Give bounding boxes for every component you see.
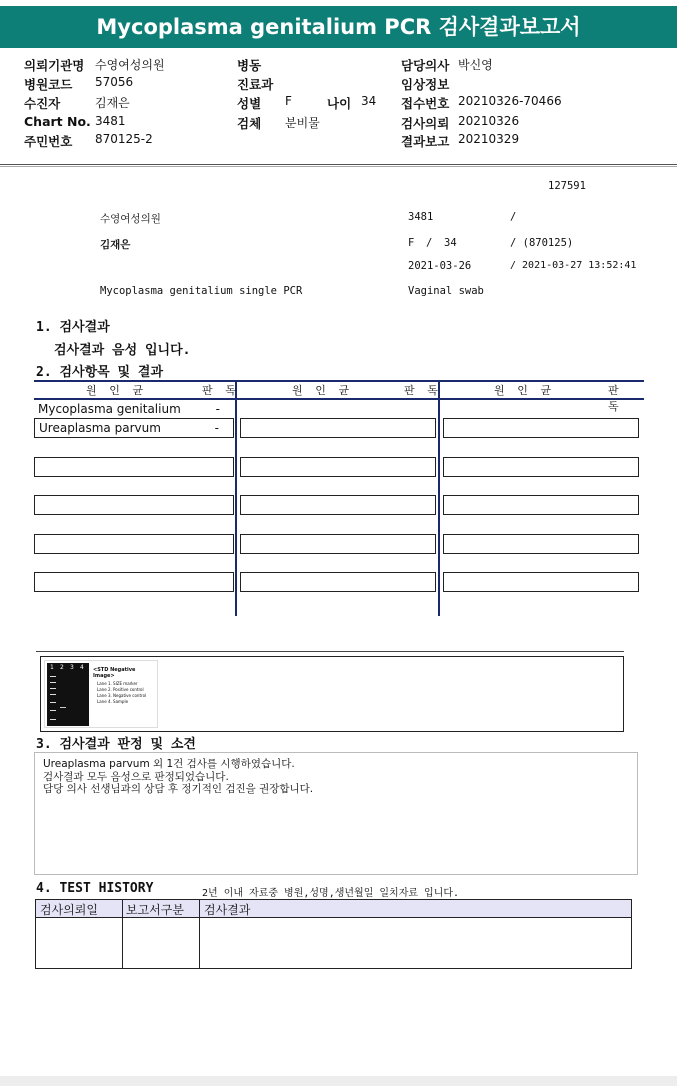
request-value: 20210326 xyxy=(458,114,520,128)
doctor-label: 담당의사 xyxy=(401,58,450,73)
section-1-title: 1. 검사결과 xyxy=(36,320,110,335)
lane-number: 4 xyxy=(80,664,84,671)
result-cell-empty xyxy=(34,457,234,477)
lane-number: 3 xyxy=(70,664,74,671)
receipt-label: 접수번호 xyxy=(401,96,450,111)
lane-number: 2 xyxy=(60,664,64,671)
report-label: 결과보고 xyxy=(401,134,450,149)
opinion-line: Ureaplasma parvum 외 1건 검사를 시행하였습니다. xyxy=(43,758,295,770)
info-date-received: 2021-03-26 xyxy=(408,260,472,272)
section-4-title: 4. TEST HISTORY xyxy=(36,881,154,896)
section-1-result: 검사결과 음성 입니다. xyxy=(54,343,191,358)
age-value: 34 xyxy=(361,94,377,108)
institution-value: 수영여성의원 xyxy=(95,58,165,72)
result-cell xyxy=(34,418,234,438)
opinion-line: 담당 의사 선생님과의 상담 후 정기적인 검진을 권장합니다. xyxy=(43,783,314,795)
col-header-judge: 판 독 xyxy=(202,384,239,397)
chart-value: 3481 xyxy=(95,114,126,128)
result-cell-empty xyxy=(34,534,234,554)
col-header-judge: 판 독 xyxy=(404,384,441,397)
header-info xyxy=(0,56,677,166)
result-cell-empty xyxy=(240,572,436,592)
clinical-label: 임상정보 xyxy=(401,77,450,92)
hospital-code-value: 57056 xyxy=(95,75,134,89)
section-4-note: 2년 이내 자료중 병원,성명,생년월일 일치자료 입니다. xyxy=(202,888,460,899)
opinion-box xyxy=(34,752,638,875)
section-3-title: 3. 검사결과 판정 및 소견 xyxy=(36,737,196,752)
sex-value: F xyxy=(285,94,292,108)
header-divider-2 xyxy=(0,166,677,167)
specimen-value: 분비물 xyxy=(285,116,320,130)
result-cell xyxy=(34,400,234,420)
table-col-divider xyxy=(235,380,237,616)
col-header-judge: 판 독 xyxy=(608,384,622,413)
section-2-title: 2. 검사항목 및 결과 xyxy=(36,365,164,380)
history-header-result: 검사결과 xyxy=(204,903,251,917)
report-value: 20210329 xyxy=(458,132,520,146)
idnum-label: 주민번호 xyxy=(24,134,73,149)
info-institution: 수영여성의원 xyxy=(100,213,161,225)
info-sex: F xyxy=(408,237,415,249)
result-cell-empty xyxy=(443,572,639,592)
info-birth: / (870125) xyxy=(510,237,574,249)
result-table xyxy=(34,380,644,616)
request-label: 검사의뢰 xyxy=(401,116,450,131)
sex-label: 성별 xyxy=(237,96,262,111)
info-test-name: Mycoplasma genitalium single PCR xyxy=(100,285,303,297)
result-cell-empty xyxy=(443,495,639,515)
gel-lanes xyxy=(47,663,89,726)
gel-image xyxy=(44,660,158,728)
result-cell-empty xyxy=(34,495,234,515)
table-col-divider xyxy=(438,380,440,616)
organism-name: Ureaplasma parvum xyxy=(39,421,161,435)
info-chart: 3481 xyxy=(408,211,434,223)
header-divider xyxy=(0,164,677,165)
idnum-value: 870125-2 xyxy=(95,132,153,146)
info-slash: / xyxy=(510,211,517,223)
doctor-value: 박신영 xyxy=(458,58,493,72)
result-cell-empty xyxy=(240,495,436,515)
organism-name: Mycoplasma genitalium xyxy=(38,402,181,416)
col-header-organism: 원 인 균 xyxy=(86,384,147,397)
result-cell-empty xyxy=(240,457,436,477)
patient-value: 김재은 xyxy=(95,96,130,110)
lane-number: 1 xyxy=(50,664,54,671)
gel-top-line xyxy=(36,651,624,652)
gel-legend-item: Lane 1. SIZE marker xyxy=(97,681,138,686)
history-header-type: 보고서구분 xyxy=(126,903,184,917)
info-specimen: Vaginal swab xyxy=(408,285,484,297)
chart-label: Chart No. xyxy=(24,114,91,129)
result-cell-empty xyxy=(240,418,436,438)
specimen-label: 검체 xyxy=(237,116,262,131)
organism-result: - xyxy=(214,421,219,435)
institution-label: 의뢰기관명 xyxy=(24,58,85,73)
gel-band xyxy=(50,676,56,677)
receipt-value: 20210326-70466 xyxy=(458,94,562,108)
dept-label: 진료과 xyxy=(237,77,274,92)
report-title: Mycoplasma genitalium PCR 검사결과보고서 xyxy=(0,6,677,48)
gel-legend-item: Lane 4. Sample xyxy=(97,699,129,704)
gel-band xyxy=(60,707,66,708)
organism-result: - xyxy=(215,402,220,416)
report-code: 127591 xyxy=(548,180,586,192)
gel-band xyxy=(50,682,56,683)
gel-image-box xyxy=(40,656,624,732)
col-header-organism: 원 인 균 xyxy=(292,384,353,397)
result-cell-empty xyxy=(240,534,436,554)
gel-title: <STD Negative Image> xyxy=(93,667,136,679)
info-date-reported: / 2021-03-27 13:52:41 xyxy=(510,260,637,271)
history-header-date: 검사의뢰일 xyxy=(40,903,98,917)
gel-band xyxy=(50,688,56,689)
result-cell-empty xyxy=(34,572,234,592)
hospital-code-label: 병원코드 xyxy=(24,77,73,92)
patient-label: 수진자 xyxy=(24,96,61,111)
gel-band xyxy=(50,694,56,695)
gel-band xyxy=(50,710,56,711)
history-col-divider xyxy=(199,900,200,968)
col-header-organism: 원 인 균 xyxy=(494,384,555,397)
history-table xyxy=(35,899,632,969)
gel-band xyxy=(50,719,56,720)
history-col-divider xyxy=(122,900,123,968)
page-footer xyxy=(0,1076,677,1086)
info-sep: / xyxy=(426,237,433,249)
age-label: 나이 xyxy=(327,96,352,111)
ward-label: 병동 xyxy=(237,58,262,73)
result-cell-empty xyxy=(443,418,639,438)
gel-legend-item: Lane 3. Negative control xyxy=(97,693,147,698)
result-cell-empty xyxy=(443,534,639,554)
info-patient: 김재은 xyxy=(100,239,131,251)
opinion-line: 검사결과 모두 음성으로 판정되었습니다. xyxy=(43,770,229,783)
gel-legend-item: Lane 2. Positive control xyxy=(97,687,144,692)
result-cell-empty xyxy=(443,457,639,477)
gel-band xyxy=(50,702,56,703)
info-age: 34 xyxy=(444,237,457,249)
